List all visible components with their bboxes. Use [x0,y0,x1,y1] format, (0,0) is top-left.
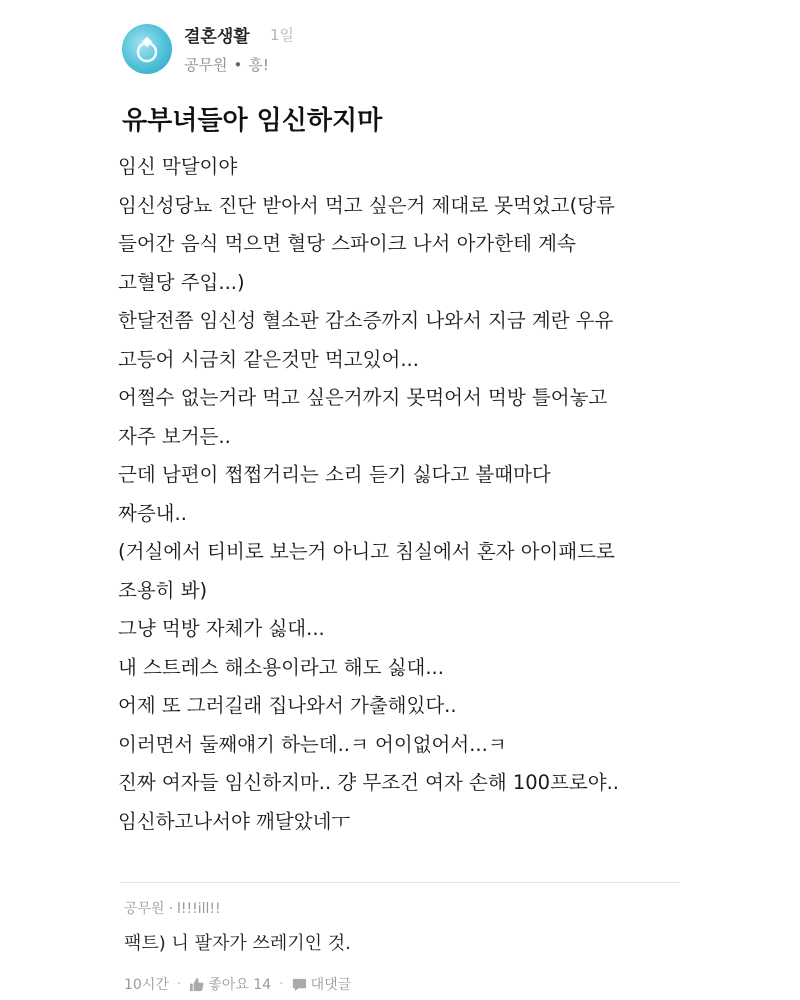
body-line: 이러면서 둘째얘기 하는데..ㅋ 어이없어서...ㅋ [118,732,507,756]
body-line: 들어간 음식 먹으면 혈당 스파이크 나서 아가한테 계속 [118,232,576,255]
comment-nickname[interactable]: l!!!ill!! [177,901,221,917]
comment-actions [124,974,351,994]
speech-bubble-icon [292,977,307,992]
body-line: 고등어 시금치 같은것만 먹고있어... [118,347,419,371]
post-time: 1일 [270,26,295,44]
comment-job: 공무원 [124,901,165,917]
body-line: (거실에서 티비로 보는거 아니고 침실에서 혼자 아이패드로 [118,540,615,563]
author-company: 흥! [248,56,269,74]
reply-label: 대댓글 [310,977,352,993]
like-label: 좋아요 14 [208,977,272,993]
author-job: 공무원 [184,56,228,74]
author-name[interactable]: 결혼생활 [184,27,250,47]
body-line: 고혈당 주입...) [118,270,245,294]
body-line: 한달전쯤 임신성 혈소판 감소증까지 나와서 지금 계란 우유 [118,309,614,332]
like-button[interactable] [189,974,271,994]
thumbs-up-icon [189,977,204,992]
comment-time: 10시간 [124,977,169,993]
body-line: 임신하고나서야 깨달았네ㅜ [118,809,351,833]
body-line: 그냥 먹방 자체가 싫대... [118,617,325,640]
divider [120,882,680,883]
body-line: 임신 막달이야 [118,155,238,178]
avatar[interactable] [122,24,172,74]
body-line: 어제 또 그러길래 집나와서 가출해있다.. [118,694,457,717]
ring-icon [122,24,172,74]
author-meta [184,54,269,75]
body-line: 어쩔수 없는거라 먹고 싶은거까지 못먹어서 먹방 틀어놓고 [118,386,608,409]
action-separator-2: · [279,976,284,992]
reply-button[interactable] [292,974,352,994]
post-title: 유부녀들아 임신하지마 [122,106,383,136]
body-line: 진짜 여자들 임신하지마.. 걍 무조건 여자 손해 100프로야.. [118,771,619,794]
body-line: 조용히 봐) [118,578,208,602]
comment-meta-separator: · [168,901,174,917]
body-line: 임신성당뇨 진단 받아서 먹고 싶은거 제대로 못먹었고(당류 [118,193,615,217]
post-header [122,22,762,82]
comment-text: 팩트) 니 팔자가 쓰레기인 것. [124,933,351,954]
body-line: 자주 보거든.. [118,424,231,448]
body-line: 근데 남편이 쩝쩝거리는 소리 듣기 싫다고 볼때마다 [118,463,551,486]
action-separator: · [176,976,182,992]
post-body [118,148,758,841]
meta-separator: • [233,56,243,74]
body-line: 내 스트레스 해소용이라고 해도 싫대... [118,655,444,679]
body-line: 짜증내.. [118,501,187,525]
comment-meta [124,898,221,918]
